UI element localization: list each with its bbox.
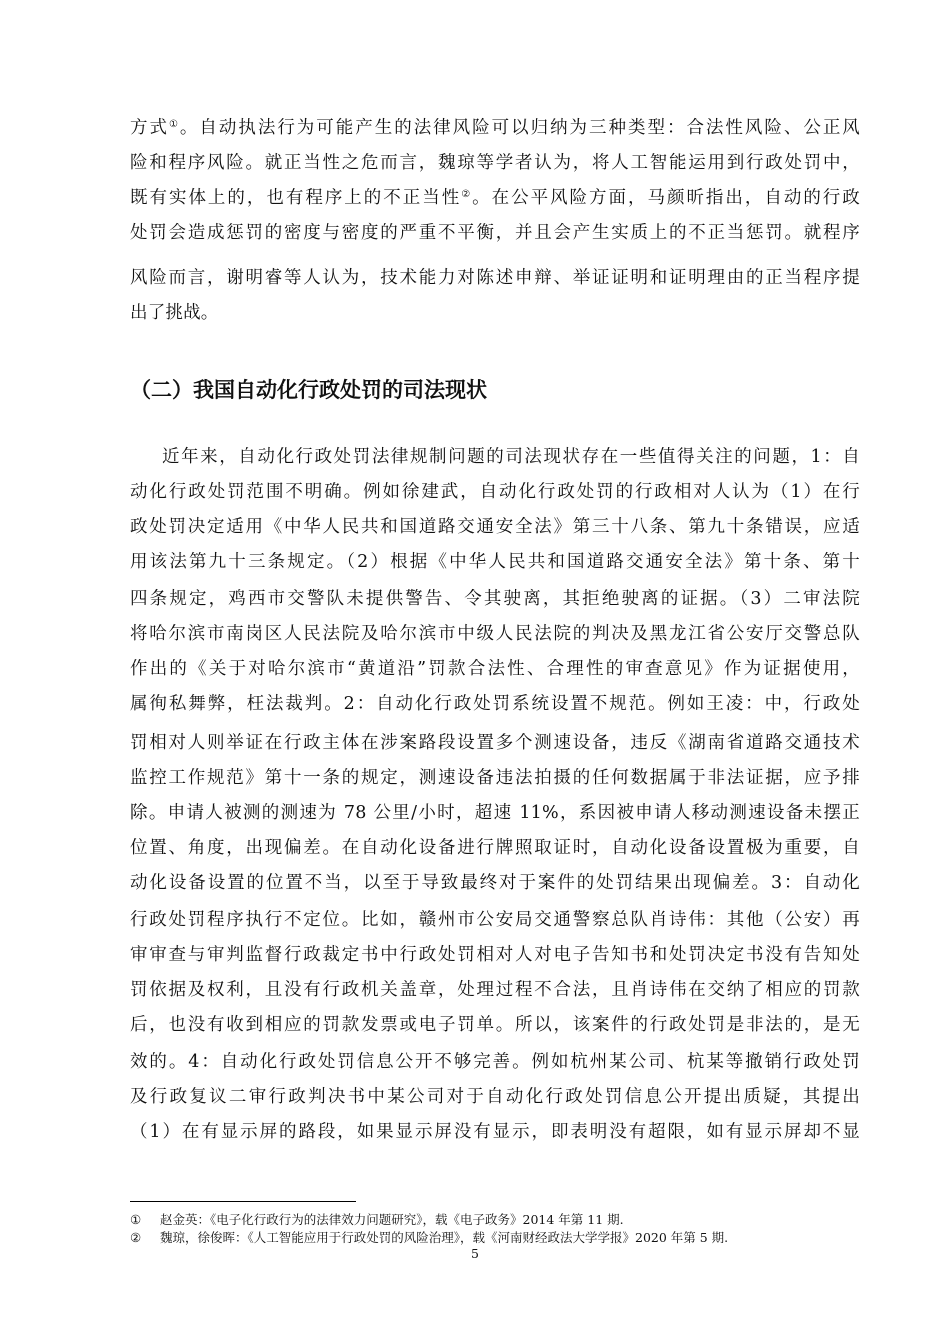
paragraph-line: 险和程序风险。就正当性之危而言，魏琼等学者认为，将人工智能运用到行政处罚中，: [130, 153, 860, 173]
footnote-separator: [130, 1201, 356, 1202]
paragraph-line: 政处罚决定适用《中华人民共和国道路交通安全法》第三十八条、第九十条错误，应适: [130, 517, 860, 537]
paragraph-line: 用该法第九十三条规定。（2）根据《中华人民共和国道路交通安全法》第十条、第十: [130, 552, 860, 572]
footnote-text: 赵金英：《电子化行政行为的法律效力问题研究》，载《电子政务》2014 年第 11 期.: [160, 1212, 624, 1227]
paragraph-line: 罚依据及权利，且没有行政机关盖章，处理过程不合法，且肖诗伟在交纳了相应的罚款: [130, 980, 860, 1000]
paragraph-line: 位置、角度，出现偏差。在自动化设备进行牌照取证时，自动化设备设置极为重要，自: [130, 838, 860, 858]
footnote-ref: ②: [461, 189, 473, 200]
paragraph-line: 行政处罚程序执行不定位。比如，赣州市公安局交通警察总队肖诗伟：其他（公安）再: [130, 910, 860, 930]
paragraph-line: 监控工作规范》第十一条的规定，测速设备违法拍摄的任何数据属于非法证据，应予排: [130, 768, 860, 788]
paragraph-line: 动化设备设置的位置不当，以至于导致最终对于案件的处罚结果出现偏差。3：自动化: [130, 873, 860, 893]
page-number: 5: [471, 1246, 479, 1261]
footnote-mark: ②: [130, 1230, 142, 1245]
footnote-ref: ①: [168, 119, 180, 130]
footnote: [130, 1229, 728, 1247]
paragraph-line: 审审查与审判监督行政裁定书中行政处罚相对人对电子告知书和处罚决定书没有告知处: [130, 945, 860, 965]
paragraph-line: 近年来，自动化行政处罚法律规制问题的司法现状存在一些值得关注的问题，1：自: [162, 447, 860, 467]
paragraph-line: 方式①。自动执法行为可能产生的法律风险可以归纳为三种类型：合法性风险、公正风: [130, 118, 860, 138]
paragraph-line: 风险而言，谢明睿等人认为，技术能力对陈述申辩、举证证明和证明理由的正当程序提: [130, 268, 860, 288]
paragraph-line: 既有实体上的，也有程序上的不正当性②。在公平风险方面，马颜昕指出，自动的行政: [130, 188, 860, 208]
paragraph-line: 将哈尔滨市南岗区人民法院及哈尔滨市中级人民法院的判决及黑龙江省公安厅交警总队: [130, 624, 860, 644]
paragraph-line: （1）在有显示屏的路段，如果显示屏没有显示，即表明没有超限，如有显示屏却不显: [130, 1122, 860, 1142]
paragraph-line: 处罚会造成惩罚的密度与密度的严重不平衡，并且会产生实质上的不正当惩罚。就程序: [130, 223, 860, 243]
paragraph-line: 作出的《关于对哈尔滨市“黄道沿”罚款合法性、合理性的审查意见》作为证据使用，: [130, 659, 860, 679]
paragraph-line: 动化行政处罚范围不明确。例如徐建武，自动化行政处罚的行政相对人认为（1）在行: [130, 482, 860, 502]
paragraph-line: 除。申请人被测的测速为 78 公里/小时，超速 11%，系因被申请人移动测速设备未摆正: [130, 803, 860, 823]
paragraph-line: 罚相对人则举证在行政主体在涉案路段设置多个测速设备，违反《湖南省道路交通技术: [130, 733, 860, 753]
paragraph-line: 后，也没有收到相应的罚款发票或电子罚单。所以，该案件的行政处罚是非法的，是无: [130, 1015, 860, 1035]
paragraph-line: 效的。4：自动化行政处罚信息公开不够完善。例如杭州某公司、杭某等撤销行政处罚: [130, 1052, 860, 1072]
paragraph-line: 属徇私舞弊，枉法裁判。2：自动化行政处罚系统设置不规范。例如王凌：中，行政处: [130, 694, 860, 714]
section-heading: （二）我国自动化行政处罚的司法现状: [130, 378, 487, 402]
paragraph-line: 及行政复议二审行政判决书中某公司对于自动化行政处罚信息公开提出质疑，其提出: [130, 1087, 860, 1107]
footnote-text: 魏琼，徐俊晖：《人工智能应用于行政处罚的风险治理》，载《河南财经政法大学学报》2020 年第 5 期.: [160, 1230, 729, 1245]
footnote-mark: ①: [130, 1212, 142, 1227]
footnote: [130, 1211, 624, 1229]
paragraph-line: 出了挑战。: [130, 303, 219, 323]
paragraph-line: 四条规定，鸡西市交警队未提供警告、令其驶离，其拒绝驶离的证据。（3）二审法院: [130, 589, 860, 609]
